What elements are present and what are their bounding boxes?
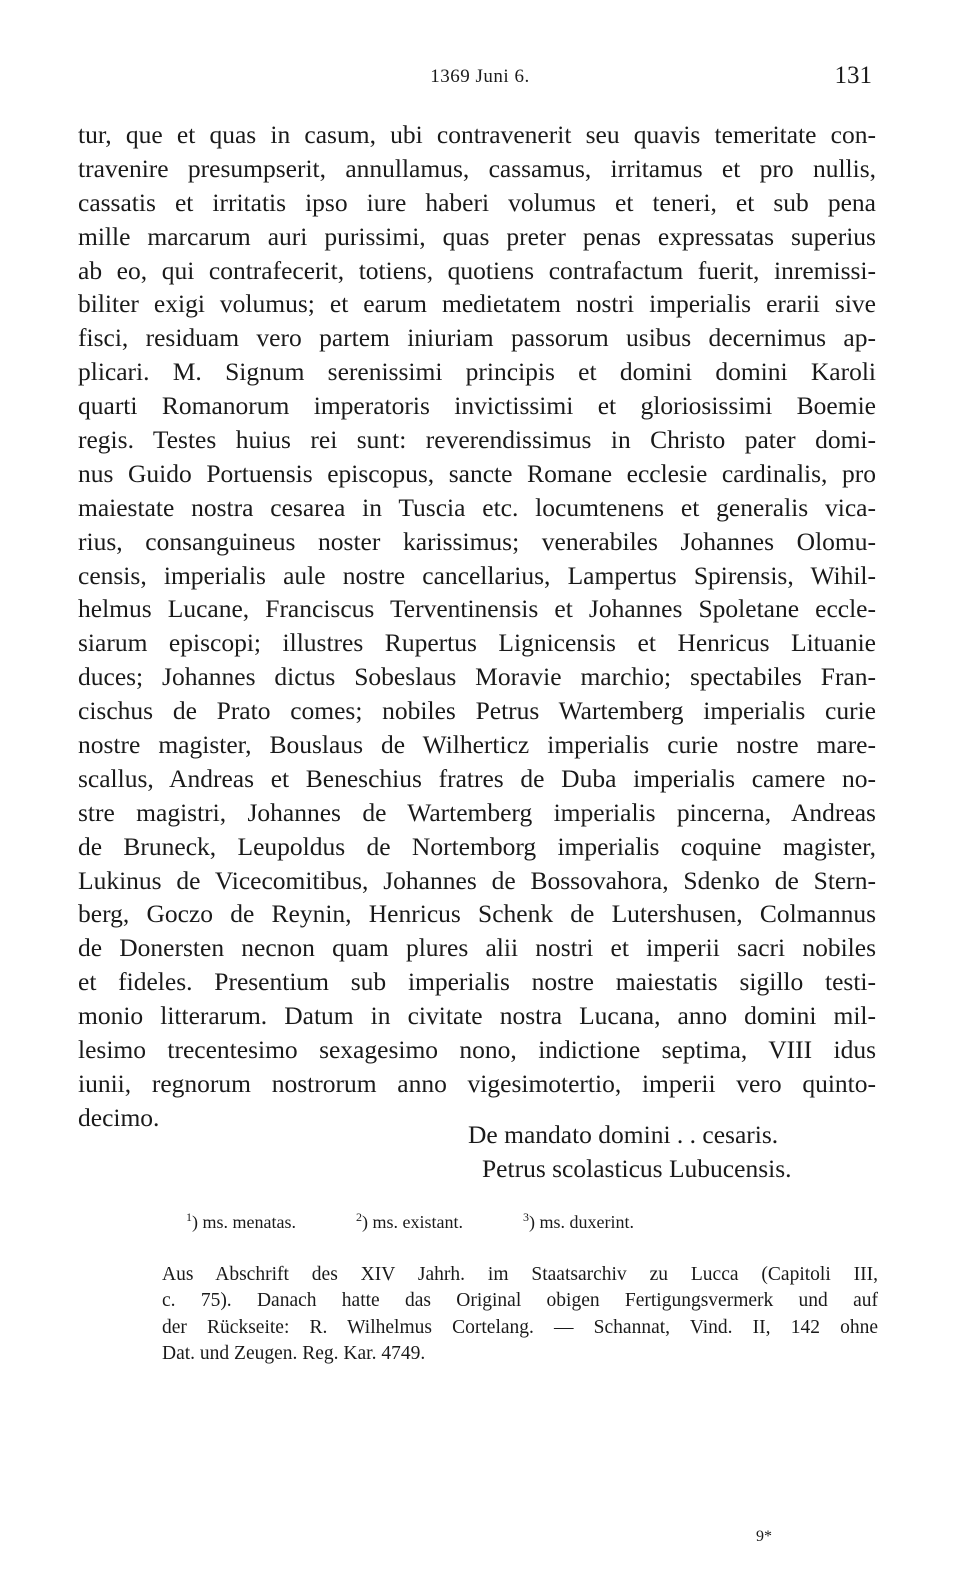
text-line: cassatis et irritatis ipso iure haberi volumus et teneri, et sub pena — [78, 187, 876, 217]
source-note-line: Aus Abschrift des XIV Jahrh. im Staatsarchiv zu Lucca (Capitoli III, — [162, 1264, 878, 1285]
footnote — [523, 1210, 634, 1233]
footnotes — [186, 1210, 786, 1233]
footnote — [186, 1210, 296, 1233]
text-line: duces; Johannes dictus Sobeslaus Moravie marchio; spectabiles Fran- — [78, 662, 876, 692]
text-line: maiestate nostra cesarea in Tuscia etc. locumtenens et generalis vica- — [78, 492, 876, 522]
text-line: Lukinus de Vicecomitibus, Johannes de Bossovahora, Sdenko de Stern- — [78, 865, 876, 895]
text-line: biliter exigi volumus; et earum medietatem nostri imperialis erarii sive — [78, 289, 876, 319]
text-line: regis. Testes huius rei sunt: reverendissimus in Christo pater domi- — [78, 425, 876, 455]
text-line: scallus, Andreas et Beneschius fratres de Duba imperialis camere no- — [78, 763, 876, 793]
text-line: et fideles. Presentium sub imperialis nostre maiestatis sigillo testi- — [78, 967, 876, 997]
text-line: stre magistri, Johannes de Wartemberg imperialis pincerna, Andreas — [78, 797, 876, 827]
text-line: helmus Lucane, Franciscus Terventinensis et Johannes Spoletane eccle- — [78, 594, 876, 624]
printer-signature-mark: 9* — [756, 1528, 772, 1545]
signature-block — [468, 1118, 792, 1186]
text-line: travenire presumpserit, annullamus, cassamus, irritamus et pro nullis, — [78, 153, 876, 183]
page-number: 131 — [834, 62, 872, 89]
signature-line-name: Petrus scolasticus Lubucensis. — [482, 1154, 792, 1183]
text-line: de Bruneck, Leupoldus de Nortemborg imperialis coquine magister, — [78, 831, 876, 861]
text-line: siarum episcopi; illustres Rupertus Lignicensis et Henricus Lituanie — [78, 628, 876, 658]
footnote-mark: 2 — [355, 1210, 362, 1224]
footnote-mark: 3 — [522, 1210, 529, 1224]
text-line: tur, que et quas in casum, ubi contravenerit seu quavis temeritate con- — [78, 120, 876, 149]
text-line: decimo. — [78, 1102, 160, 1132]
running-head: 1369 Juni 6. — [430, 66, 530, 87]
text-line: lesimo trecentesimo sexagesimo nono, indictione septima, VIII idus — [78, 1035, 876, 1065]
footnote-text: ) ms. duxerint. — [528, 1212, 634, 1232]
source-note-line: c. 75). Danach hatte das Original obigen Fertigungsvermerk und auf — [162, 1290, 878, 1312]
source-note-line: Dat. und Zeugen. Reg. Kar. 4749. — [162, 1342, 426, 1364]
text-line: ab eo, qui contrafecerit, totiens, quotiens contrafactum fuerit, inremissi- — [78, 255, 876, 285]
text-line: cischus de Prato comes; nobiles Petrus Wartemberg imperialis curie — [78, 696, 876, 726]
footnote-text: ) ms. existant. — [361, 1212, 463, 1232]
footnote-text: ) ms. menatas. — [192, 1212, 296, 1232]
text-line: mille marcarum auri purissimi, quas preter penas expressatas superius — [78, 221, 876, 251]
text-line: quarti Romanorum imperatoris invictissimi et gloriosissimi Boemie — [78, 391, 876, 421]
footnote — [356, 1210, 463, 1233]
text-line: monio litterarum. Datum in civitate nostra Lucana, anno domini mil- — [78, 1001, 876, 1031]
footnote-mark: 1 — [186, 1210, 192, 1224]
signature-line-mandate: De mandato domini . . cesaris. — [468, 1120, 779, 1149]
text-line: rius, consanguineus noster karissimus; venerabiles Johannes Olomu- — [78, 526, 876, 556]
page-header — [0, 62, 960, 98]
source-note-line: der Rückseite: R. Wilhelmus Cortelang. — Schannat, Vind. II, 142 ohne — [162, 1316, 878, 1338]
text-line: censis, imperialis aule nostre cancellarius, Lampertus Spirensis, Wihil- — [78, 560, 876, 590]
text-line: berg, Goczo de Reynin, Henricus Schenk de Lutershusen, Colmannus — [78, 899, 876, 929]
text-line: plicari. M. Signum serenissimi principis et domini domini Karoli — [78, 357, 876, 387]
source-note — [162, 1262, 878, 1367]
text-line: iunii, regnorum nostrorum anno vigesimotertio, imperii vero quinto- — [78, 1068, 876, 1098]
text-line: fisci, residuam vero partem iniuriam passorum usibus decernimus ap- — [78, 323, 876, 353]
text-line: de Donersten necnon quam plures alii nostri et imperii sacri nobiles — [78, 933, 876, 963]
text-line: nostre magister, Bouslaus de Wilherticz imperialis curie nostre mare- — [78, 730, 876, 760]
text-line: nus Guido Portuensis episcopus, sancte Romane ecclesie cardinalis, pro — [78, 458, 876, 488]
main-text — [78, 118, 876, 1135]
